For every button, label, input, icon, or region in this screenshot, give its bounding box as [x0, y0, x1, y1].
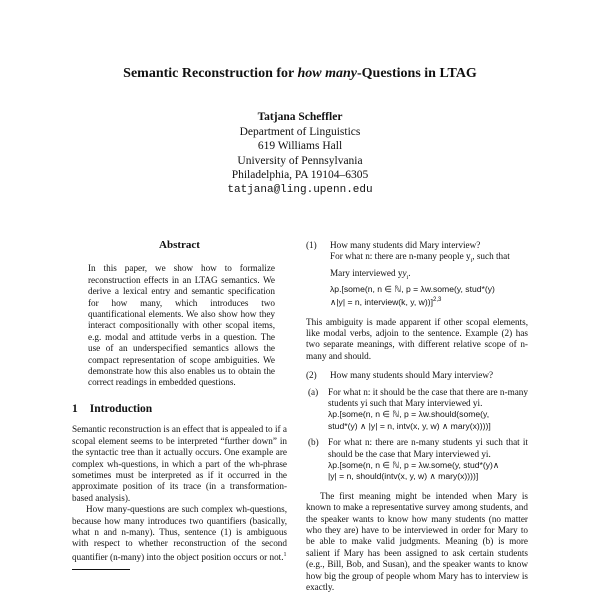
example-1-formula-line-2: ∧|y| = n, interview(k, y, w))]$^{2,3}$ [330, 297, 442, 308]
section-heading-introduction: 1 Introduction [72, 402, 153, 415]
paper-title: Semantic Reconstruction for how many-Questions in LTAG [123, 66, 477, 81]
example-1-sentence: How many students did Mary interview? [330, 240, 481, 250]
example-2a: (a) For what n: it should be the case that there are n-many students yi such that Mary interviewed yi. λp.[some(n, n ∈ ℕ, p = λw.should(some(y, stud*(y) ∧ |y| = n, intv(x, y, w) ∧ mary(x))))] [308, 386, 528, 431]
intro-paragraph-1: Semantic reconstruction is an effect that is appealed to if a scopal element seems to be interpreted “further down” in the syntactic tree than it actually occurs. One example are complex wh-questions, in which a part of the wh-phrase sometimes must be interpreted as if it occurred in the approximate position of its trace (in a transformation-based analysis). [72, 424, 287, 503]
abstract-heading: Abstract [159, 239, 200, 251]
example-1 [306, 240, 528, 309]
paragraph-ambiguity: This ambiguity is made apparent if other scopal elements, like modal verbs, adjoin to the sentence. Example (2) has two separate meanings, with different relative scope of n-many and should. [306, 316, 528, 361]
example-2a-formula-line-1: λp.[some(n, n ∈ ℕ, p = λw.should(some(y, [328, 409, 490, 420]
abstract-text: In this paper, we show how to formalize reconstruction effects in an LTAG semantics. We derive a lexical entry and semantic specification for how many, which introduces two quantificational elements. We also show how they interact compositionally with other scopal items, e.g. modal and attitude verbs in a question. The use of an underspecified semantics allows the compact representation of scope ambiguities. We demonstrate how this also enables us to obtain the correct readings in embedded questions. [88, 263, 275, 388]
example-2b: (b) For what n: there are n-many students yi such that it should be the case that Mary interviewed yi. λp.[some(n, n ∈ ℕ, p = λw.some(y, stud*(y)∧ |y| = n, should(intv(x, y, w) ∧ mary(x))))] [308, 437, 528, 482]
author-name: Tatjana Scheffler [257, 111, 343, 123]
author-email: tatjana@ling.upenn.edu [227, 183, 373, 196]
author-dept: Department of Linguistics [239, 125, 361, 138]
paragraph-first-meaning: The first meaning might be intended when Mary is known to make a representative survey among students, and the speaker wants to know how many students (no matter who they are) have to be interviewed in order for Mary to be able to make valid judgments. Meaning (b) is more salient if Mary has been assigned to ask certain students (e.g., Bill, Bob, and Susan), and the speaker wants to know how big the group of people whom Mary has to interview is exactly. [306, 490, 528, 593]
example-1-gloss: For what n: there are n-many people $y_i$, such that Mary interviewed $yy_i$. [330, 251, 510, 281]
author-univ: University of Pennsylvania [237, 154, 363, 167]
left-column [72, 240, 287, 570]
intro-paragraph-2: How many-questions are such complex wh-questions, because how many introduces two quantifiers (basically, what n and n-many). Thus, sentence (1) is ambiguous with respect to whether reconstruction of the second quantifier (n-many) into the object position occurs or not.$^1$ [72, 504, 287, 562]
example-2b-formula-line-1: λp.[some(n, n ∈ ℕ, p = λw.some(y, stud*(y)∧ [328, 460, 500, 471]
example-1-number: (1) [306, 240, 317, 250]
example-1-formula-line-1: λp.[some(n, n ∈ ℕ, p = λw.some(y, stud*(y) [330, 283, 495, 294]
footnote-rule [72, 569, 130, 570]
author-city: Philadelphia, PA 19104–6305 [231, 169, 369, 182]
example-2a-text: For what n: it should be the case that there are n-many students yi such that Mary interviewed yi. [328, 386, 528, 408]
example-2b-text: For what n: there are n-many students yi such that it should be the case that Mary interviewed yi. [328, 437, 528, 459]
example-2-sentence: How many students should Mary interview? [330, 370, 494, 381]
author-block [0, 110, 600, 198]
author-street: 619 Williams Hall [257, 140, 343, 153]
example-2a-formula-line-2: stud*(y) ∧ |y| = n, intv(x, y, w) ∧ mary(x))))] [328, 420, 491, 431]
example-2 [306, 370, 528, 381]
example-2b-formula-line-2: |y| = n, should(intv(x, y, w) ∧ mary(x))))] [328, 471, 479, 482]
example-2-number: (2) [306, 370, 317, 381]
right-column [306, 240, 528, 593]
